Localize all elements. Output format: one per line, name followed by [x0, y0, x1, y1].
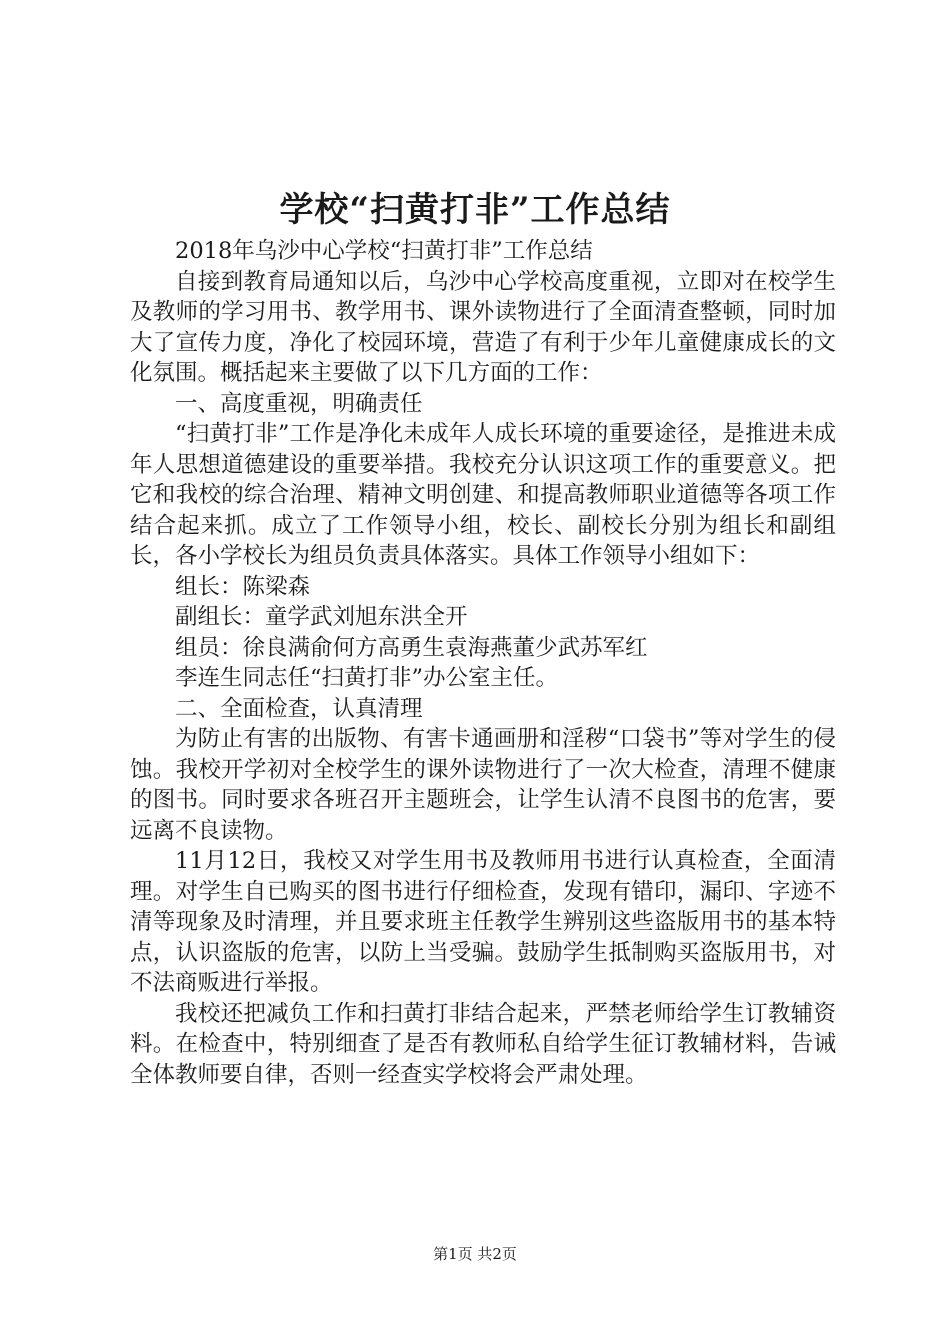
paragraph-office-director: 李连生同志任“扫黄打非”办公室主任。	[175, 665, 559, 691]
section-heading-2: 二、全面检查，认真清理	[175, 695, 423, 722]
paragraph-section-1: “扫黄打非”工作是净化未成年人成长环境的重要途径，是推进未成年人思想道德建设的重要举措。我校充分认识这项工作的重要意义。把它和我校的综合治理、精神文明创建、和提高教师职业道德等各项工作结合起来抓。成立了工作领导小组，校长、副校长分别为组长和副组长，各小学校长为组员负责具体落实。具体工作领导小组如下：	[130, 421, 836, 569]
paragraph-section-2-a: 为防止有害的出版物、有害卡通画册和淫秽“口袋书”等对学生的侵蚀。我校开学初对全校学生的课外读物进行了一次大检查，清理不健康的图书。同时要求各班召开主题班会，让学生认清不良图书的危害，要远离不良读物。	[130, 726, 836, 844]
paragraph-section-2-c: 我校还把减负工作和扫黄打非结合起来，严禁老师给学生订教辅资料。在检查中，特别细查了是否有教师私自给学生征订教辅材料，告诫全体教师要自律，否则一经查实学校将会严肃处理。	[130, 1000, 836, 1088]
paragraph-leader: 组长：陈梁森	[175, 573, 311, 600]
paragraph-section-2-b: 11月12日，我校又对学生用书及教师用书进行认真检查，全面清理。对学生自已购买的图书进行仔细检查，发现有错印，漏印、字迹不清等现象及时清理，并且要求班主任教学生辨别这些盗版用书的基本特点，认识盗版的危害，以防上当受骗。鼓励学生抵制购买盗版用书，对不法商贩进行举报。	[130, 848, 836, 996]
page-number-footer: 第1页 共2页	[433, 1245, 517, 1263]
section-heading-1: 一、高度重视，明确责任	[175, 390, 423, 417]
paragraph-heading-line: 2018年乌沙中心学校“扫黄打非”工作总结	[175, 238, 593, 264]
paragraph-deputy-leaders: 副组长：童学武刘旭东洪全开	[175, 604, 468, 630]
paragraph-intro: 自接到教育局通知以后，乌沙中心学校高度重视，立即对在校学生及教师的学习用书、教学用书、课外读物进行了全面清查整顿，同时加大了宣传力度，净化了校园环境，营造了有利于少年儿童健康成长的文化氛围。概括起来主要做了以下几方面的工作：	[130, 268, 836, 386]
document-title: 学校“扫黄打非”工作总结	[279, 190, 671, 230]
document-body	[130, 236, 836, 1090]
paragraph-members: 组员：徐良满俞何方高勇生袁海燕董少武苏军红	[175, 634, 648, 661]
